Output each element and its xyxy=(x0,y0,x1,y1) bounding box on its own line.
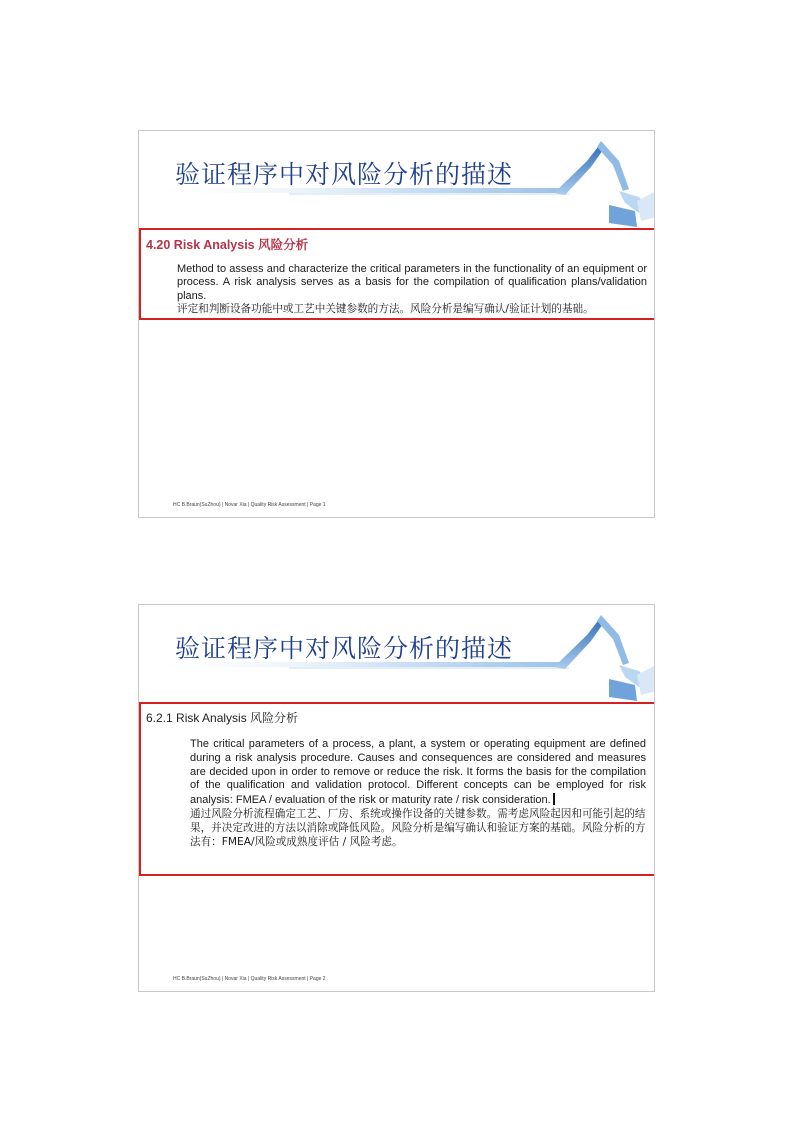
body-chinese: 评定和判断设备功能中或工艺中关键参数的方法。风险分析是编写确认/验证计划的基础。 xyxy=(177,303,594,316)
body-chinese: 通过风险分析流程确定工艺、厂房、系统或操作设备的关键参数。需考虑风险起因和可能引起的结果，并决定改进的方法以消除或降低风险。风险分析是编写确认和验证方案的基础。风险分析的方法有：FMEA/风险或成熟度评估 / 风险考虑。 xyxy=(190,807,646,848)
text-cursor xyxy=(553,793,555,805)
slide-2 xyxy=(138,604,655,992)
body-english: The critical parameters of a process, a plant, a system or operating equipment are defined during a risk analysis procedure. Causes and consequences are considered and measures are decided upon in order to remove or reduce the risk. It forms the basis for the compilation of the qualification and validation protocol. Different concepts can be employed for risk analysis: FMEA / evaluation of the risk or maturity rate / risk consideration. xyxy=(190,738,646,807)
slide-title: 验证程序中对风险分析的描述 xyxy=(175,634,514,663)
body-english: Method to assess and characterize the critical parameters in the functionality of an equipment or process. A risk analysis serves as a basis for the compilation of qualification plans/validation plans. xyxy=(177,263,647,302)
slide-1 xyxy=(138,130,655,518)
slide-footer: HC B.Braun(SuZhou) | Novar Xia | Quality Risk Assessment | Page 2 xyxy=(173,976,326,982)
body-text xyxy=(190,738,646,849)
highlight-box xyxy=(139,702,655,876)
highlight-box xyxy=(139,228,655,320)
body-text xyxy=(177,263,647,317)
slide-title: 验证程序中对风险分析的描述 xyxy=(175,160,514,189)
slide-footer: HC B.Braun(SuZhou) | Novar Xia | Quality Risk Assessment | Page 1 xyxy=(173,502,326,508)
section-heading: 4.20 Risk Analysis 风险分析 xyxy=(146,238,309,252)
section-heading: 6.2.1 Risk Analysis 风险分析 xyxy=(146,711,299,725)
